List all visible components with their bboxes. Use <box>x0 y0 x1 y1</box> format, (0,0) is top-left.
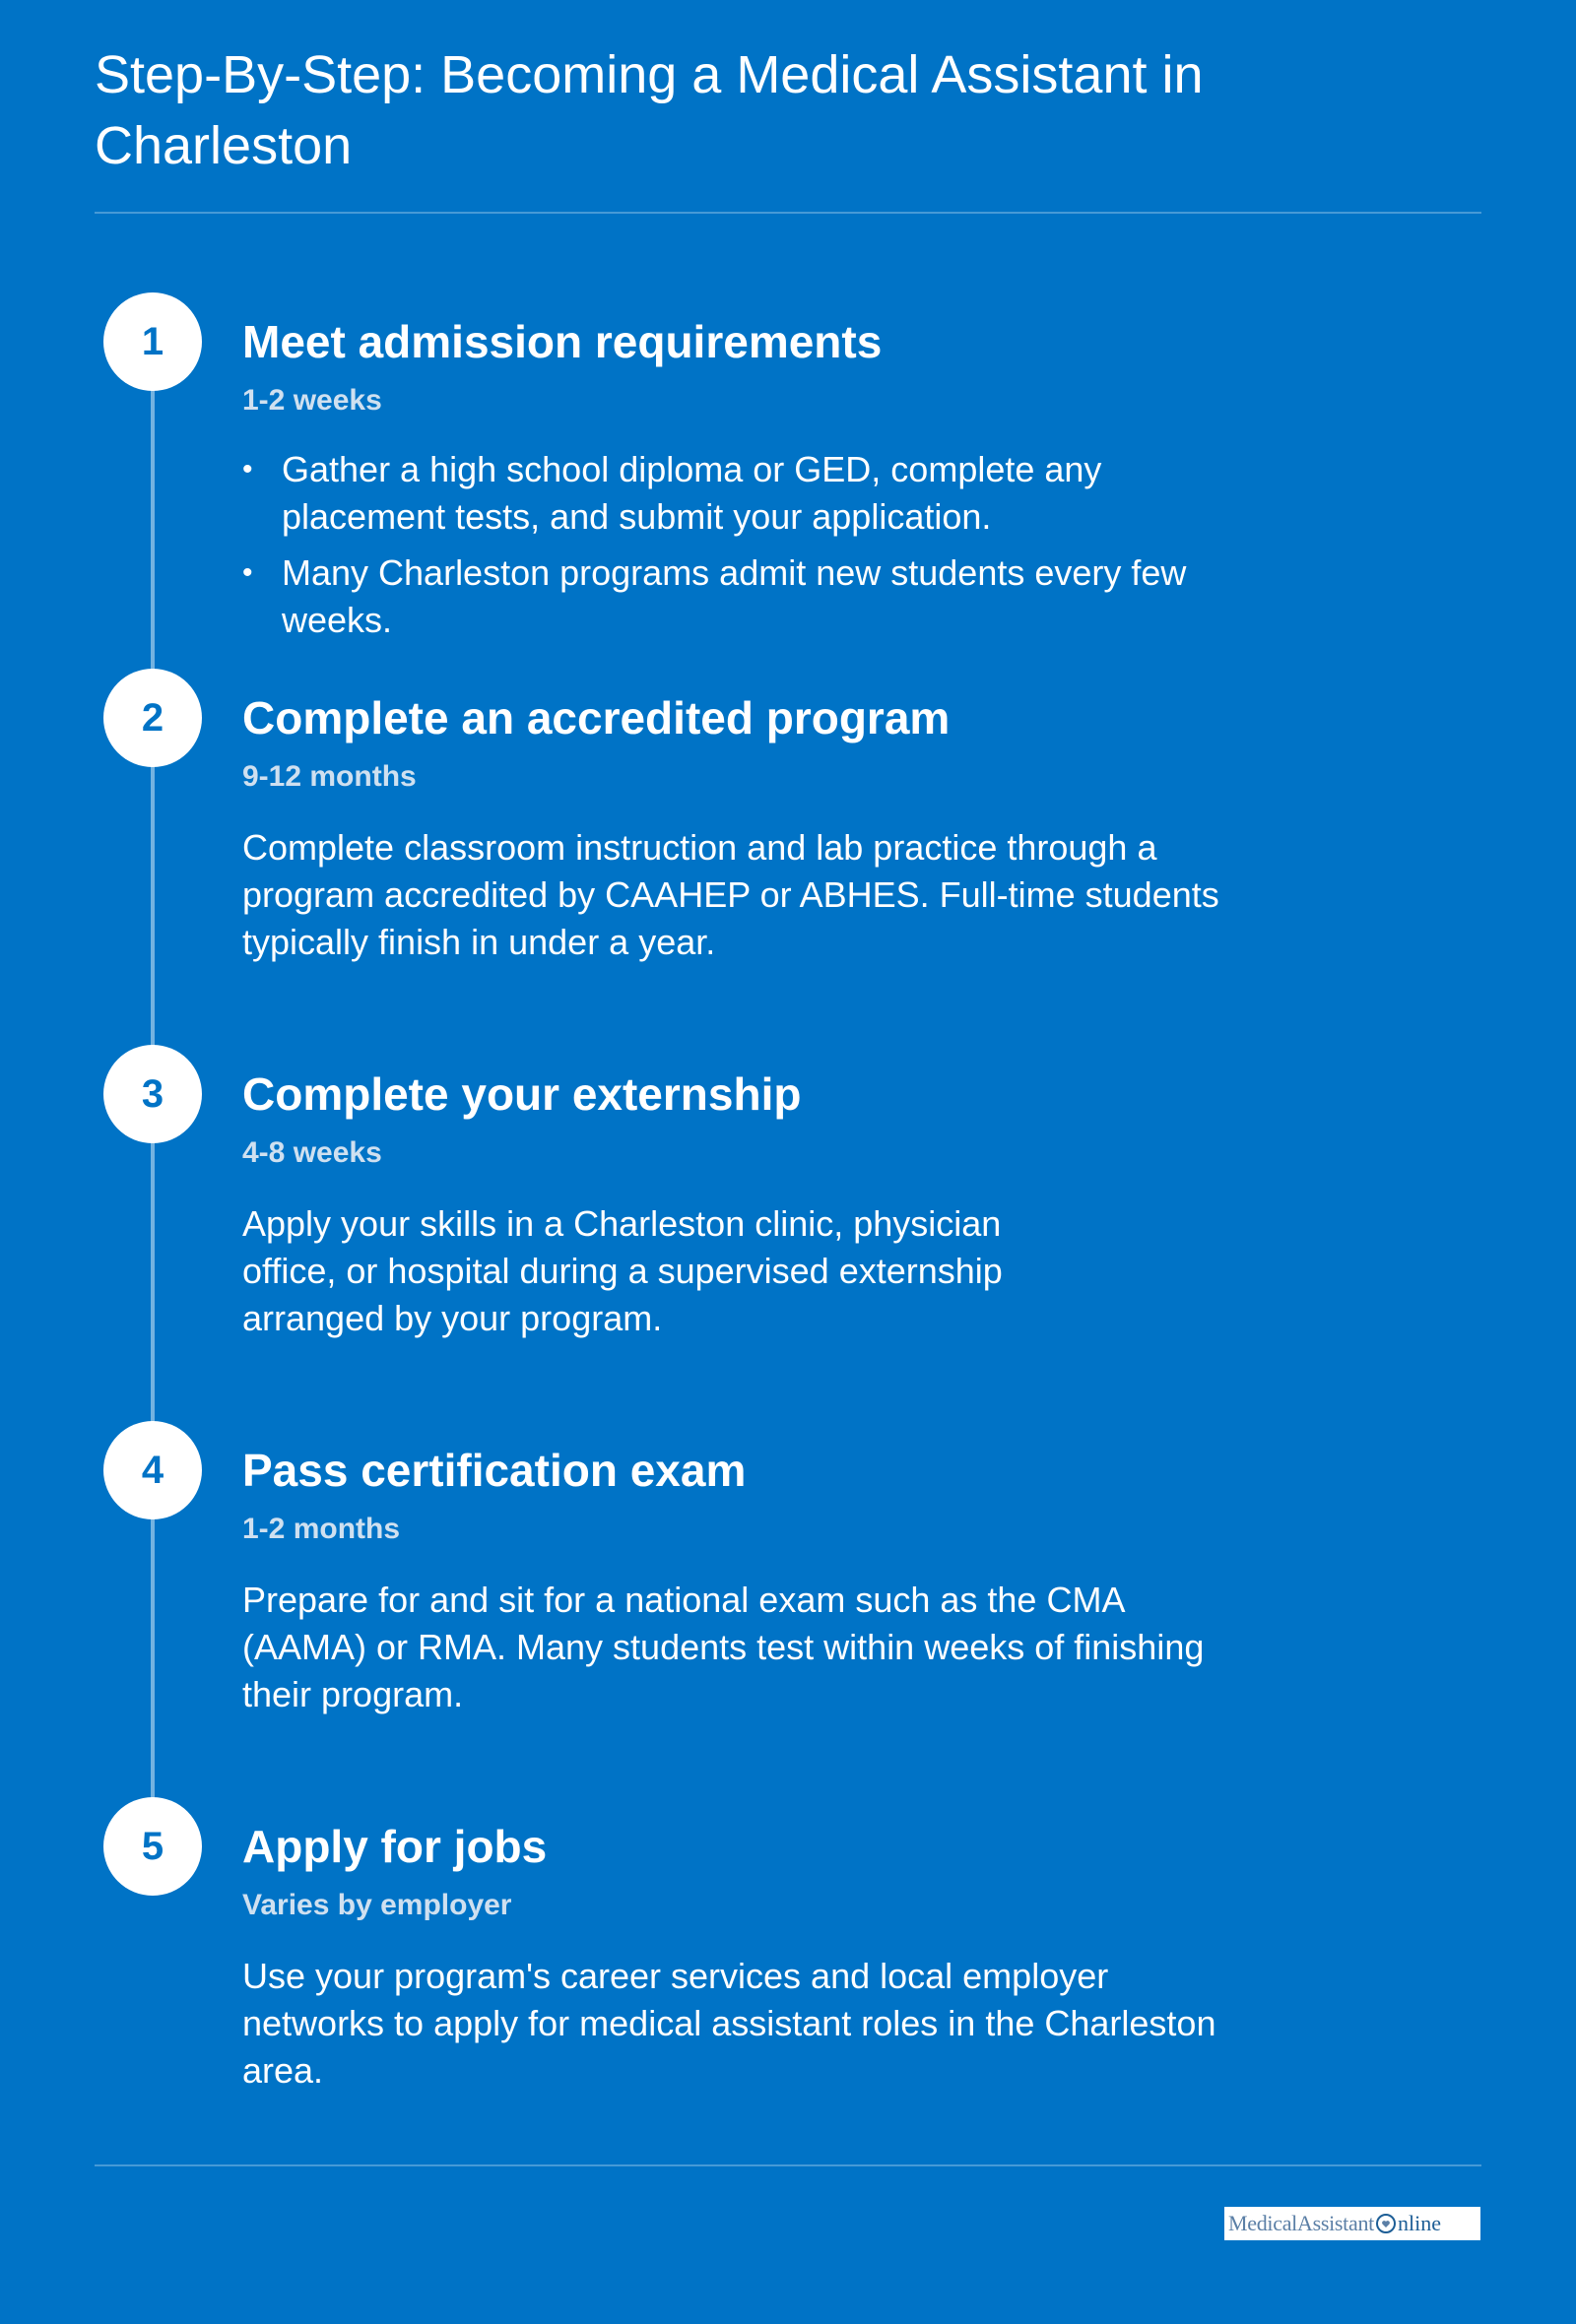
step-description: Apply your skills in a Charleston clinic, physician office, or hospital during a supervised externship arranged by your program. <box>242 1203 1003 1338</box>
step-bullet: • Many Charleston programs admit new students every few weeks. <box>242 549 1227 644</box>
medicalassistantonline-logo[interactable] <box>1224 2207 1480 2240</box>
step-description: Prepare for and sit for a national exam such as the CMA (AAMA) or RMA. Many students test within weeks of finishing their program. <box>242 1580 1205 1714</box>
step-title: Complete your externship <box>242 1068 802 1120</box>
step-description: Use your program's career services and local employer networks to apply for medical assistant roles in the Charleston area. <box>242 1956 1216 2091</box>
stethoscope-heart-icon <box>1374 2212 1398 2235</box>
step-number-circle: 3 <box>103 1045 202 1143</box>
step-bullet-list <box>242 446 1227 644</box>
step-title: Pass certification exam <box>242 1445 747 1496</box>
step-number-circle: 5 <box>103 1797 202 1896</box>
page-title: Step-By-Step: Becoming a Medical Assistant in Charleston <box>95 45 1204 175</box>
step-content <box>242 1821 1326 2095</box>
step-duration: 9-12 months <box>242 760 417 793</box>
step-title: Complete an accredited program <box>242 692 951 743</box>
step-number-circle: 2 <box>103 669 202 767</box>
footer-divider <box>95 2164 1481 2166</box>
step-content <box>242 1445 1326 1718</box>
step-content <box>242 316 1326 653</box>
step-content <box>242 692 1326 966</box>
step-number-circle: 4 <box>103 1421 202 1519</box>
step-description: Complete classroom instruction and lab practice through a program accredited by CAAHEP or ABHES. Full-time students typically finish in under a year. <box>242 827 1219 962</box>
logo-text-main: MedicalAssistant <box>1228 2211 1374 2235</box>
step-number-circle: 1 <box>103 292 202 391</box>
step-duration: Varies by employer <box>242 1889 512 1921</box>
step-duration: 4-8 weeks <box>242 1136 382 1169</box>
header-divider <box>95 212 1481 214</box>
step-title: Apply for jobs <box>242 1821 548 1872</box>
step-duration: 1-2 months <box>242 1513 401 1545</box>
step-bullet: • Gather a high school diploma or GED, complete any placement tests, and submit your application. <box>242 446 1227 541</box>
step-duration: 1-2 weeks <box>242 384 382 417</box>
step-title: Meet admission requirements <box>242 316 883 367</box>
step-content <box>242 1068 1326 1342</box>
logo-text-end: nline <box>1397 2211 1441 2235</box>
